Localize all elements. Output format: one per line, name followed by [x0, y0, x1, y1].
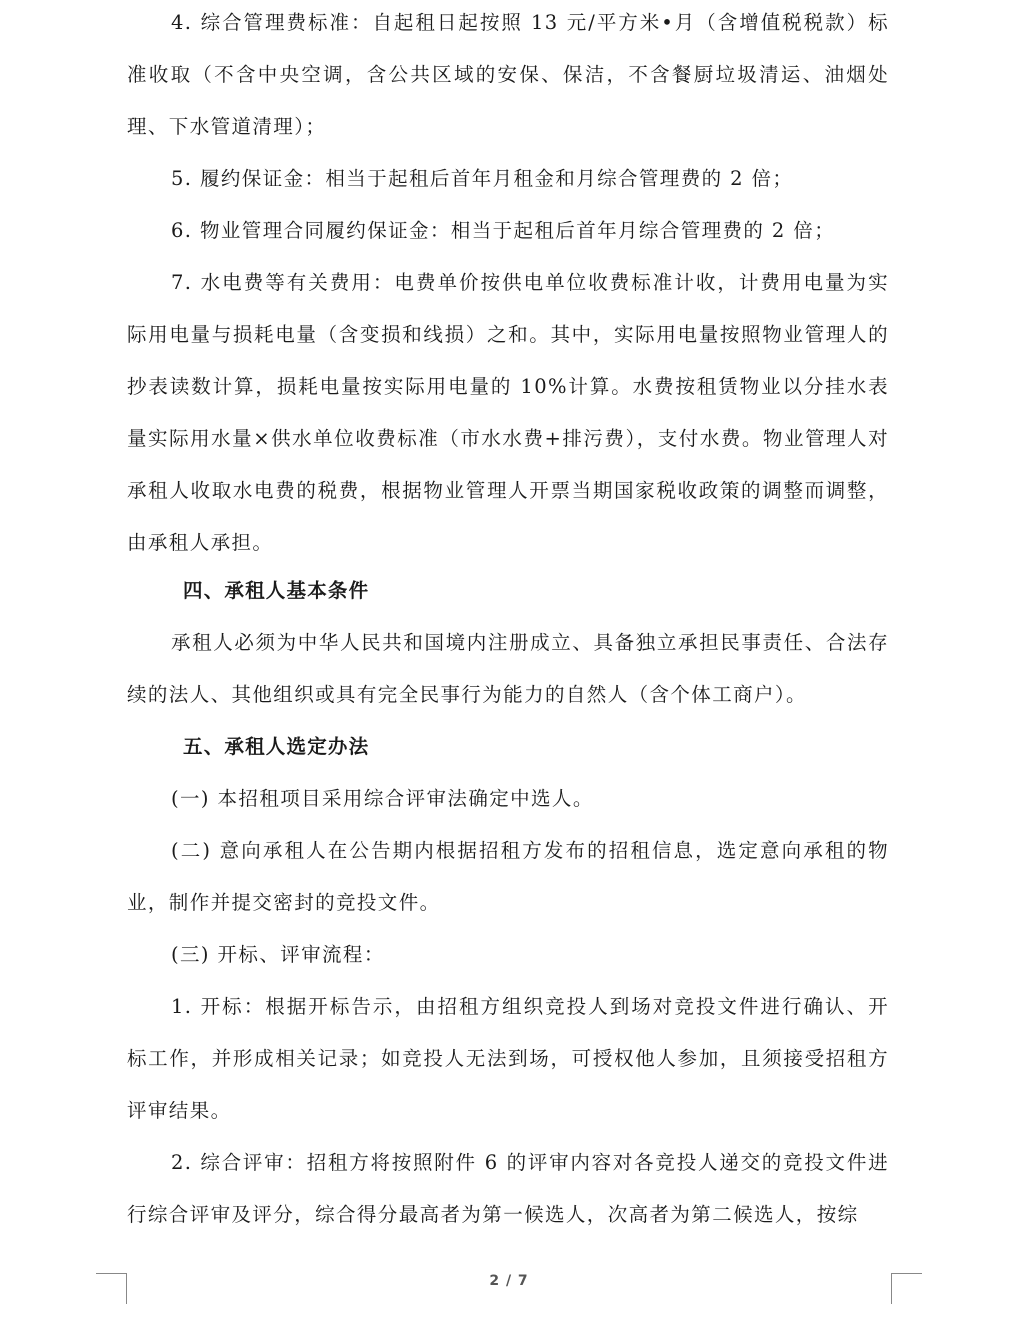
paragraph-property-contract-deposit: 6. 物业管理合同履约保证金：相当于起租后首年月综合管理费的 2 倍； [171, 219, 836, 242]
paragraph-management-fee: 4. 综合管理费标准：自起租日起按照 13 元/平方米•月（含增值税税款）标准收取（不含中央空调，含公共区域的安保、保洁，不含餐厨垃圾清运、油烟处理、下水管道清理）； [127, 11, 889, 138]
section-heading-lessee-conditions: 四、承租人基本条件 [183, 579, 370, 602]
paragraph-utility-fees: 7. 水电费等有关费用：电费单价按供电单位收费标准计收，计费用电量为实际用电量与损耗电量（含变损和线损）之和。其中，实际用电量按照物业管理人的抄表读数计算，损耗电量按实际用电量的 10%计算。水费按租赁物业以分挂水表量实际用水量×供水单位收费标准（市水水费+排污费），支付水费。物业管理人对承租人收取水电费的税费，根据物业管理人开票当期国家税收政策的调整而调整，由承租人承担。 [127, 271, 889, 554]
paragraph-lessee-requirements: 承租人必须为中华人民共和国境内注册成立、具备独立承担民事责任、合法存续的法人、其他组织或具有完全民事行为能力的自然人（含个体工商户）。 [127, 631, 889, 706]
page-number: 2 / 7 [489, 1273, 529, 1289]
paragraph-evaluation-method: (一) 本招租项目采用综合评审法确定中选人。 [171, 787, 594, 810]
paragraph-performance-deposit: 5. 履约保证金：相当于起租后首年月租金和月综合管理费的 2 倍； [171, 167, 794, 190]
paragraph-bid-submission: (二) 意向承租人在公告期内根据招租方发布的招租信息，选定意向承租的物业，制作并提交密封的竞投文件。 [127, 839, 889, 914]
paragraph-opening-process: (三) 开标、评审流程： [171, 943, 385, 966]
paragraph-bid-opening: 1. 开标：根据开标告示，由招租方组织竞投人到场对竞投文件进行确认、开标工作，并形成相关记录；如竞投人无法到场，可授权他人参加，且须接受招租方评审结果。 [127, 995, 889, 1122]
section-heading-selection-method: 五、承租人选定办法 [183, 735, 370, 758]
paragraph-comprehensive-review: 2. 综合评审：招租方将按照附件 6 的评审内容对各竞投人递交的竞投文件进行综合评审及评分，综合得分最高者为第一候选人，次高者为第二候选人，按综 [127, 1151, 889, 1226]
